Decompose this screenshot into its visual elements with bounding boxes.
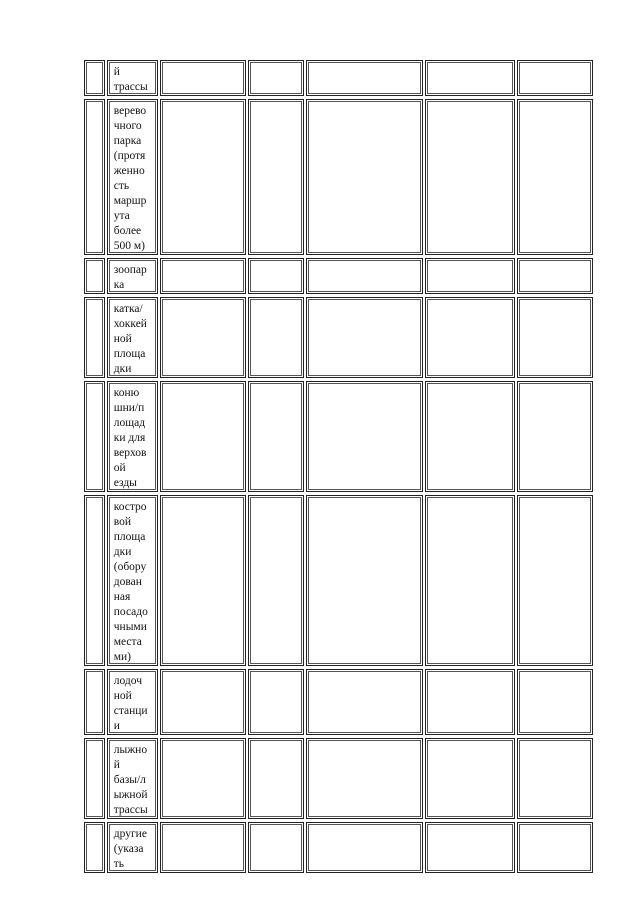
facility-name: катка/ хоккей ной площа дки (113, 303, 147, 375)
row-number-cell (84, 99, 105, 255)
empty-cell (517, 297, 593, 378)
facility-name: лыжно й базы/л ыжной трассы (113, 744, 148, 816)
empty-cell (160, 258, 246, 294)
empty-cell (160, 381, 246, 492)
row-number-cell (84, 258, 105, 294)
empty-cell (248, 822, 304, 873)
facility-name: зоопар ка (113, 264, 147, 291)
facility-name-cell (107, 297, 158, 378)
table-row (84, 495, 593, 666)
facility-name: й трассы (113, 66, 148, 93)
empty-cell (248, 258, 304, 294)
empty-cell (425, 60, 515, 96)
empty-cell (425, 381, 515, 492)
row-number-cell (84, 822, 105, 873)
empty-cell (248, 669, 304, 735)
empty-cell (306, 60, 423, 96)
empty-cell (306, 381, 423, 492)
facility-name-cell (107, 738, 158, 819)
empty-cell (517, 669, 593, 735)
row-number-cell (84, 381, 105, 492)
empty-cell (517, 381, 593, 492)
empty-cell (517, 822, 593, 873)
empty-cell (160, 297, 246, 378)
empty-cell (306, 738, 423, 819)
empty-cell (306, 99, 423, 255)
empty-cell (160, 99, 246, 255)
facility-name-cell (107, 381, 158, 492)
table-row (84, 99, 593, 255)
empty-cell (248, 297, 304, 378)
empty-cell (306, 822, 423, 873)
empty-cell (160, 738, 246, 819)
facility-name-cell (107, 60, 158, 96)
empty-cell (425, 669, 515, 735)
table-row (84, 669, 593, 735)
empty-cell (306, 297, 423, 378)
table-row (84, 258, 593, 294)
table-row (84, 381, 593, 492)
facility-name: коню шни/п лощад ки для верхов ой езды (113, 387, 147, 489)
row-number-cell (84, 669, 105, 735)
empty-cell (425, 495, 515, 666)
empty-cell (160, 822, 246, 873)
empty-cell (160, 495, 246, 666)
row-number-cell (84, 60, 105, 96)
row-number-cell (84, 738, 105, 819)
facility-name-cell (107, 258, 158, 294)
row-number-cell (84, 495, 105, 666)
empty-cell (517, 495, 593, 666)
empty-cell (517, 99, 593, 255)
facility-name-cell (107, 495, 158, 666)
empty-cell (425, 258, 515, 294)
empty-cell (248, 99, 304, 255)
empty-cell (425, 297, 515, 378)
empty-cell (306, 495, 423, 666)
empty-cell (425, 822, 515, 873)
empty-cell (517, 258, 593, 294)
empty-cell (160, 669, 246, 735)
facility-name: верево чного парка (протя женно сть маршр ута более 500 м) (113, 105, 147, 252)
row-number-cell (84, 297, 105, 378)
table-row (84, 738, 593, 819)
facility-name: лодоч ной станци и (113, 675, 148, 732)
table-row (84, 822, 593, 873)
empty-cell (248, 60, 304, 96)
table-row (84, 297, 593, 378)
empty-cell (517, 60, 593, 96)
empty-cell (306, 669, 423, 735)
facilities-table (82, 57, 595, 876)
empty-cell (517, 738, 593, 819)
empty-cell (248, 381, 304, 492)
empty-cell (425, 738, 515, 819)
table-row (84, 60, 593, 96)
empty-cell (425, 99, 515, 255)
facility-name-cell (107, 822, 158, 873)
empty-cell (306, 258, 423, 294)
empty-cell (248, 495, 304, 666)
empty-cell (160, 60, 246, 96)
facility-name: костро вой площа дки (обору дован ная посадо чными места ми) (113, 501, 148, 663)
facility-name: другие (указа ть (113, 828, 147, 870)
facility-name-cell (107, 669, 158, 735)
empty-cell (248, 738, 304, 819)
facility-name-cell (107, 99, 158, 255)
